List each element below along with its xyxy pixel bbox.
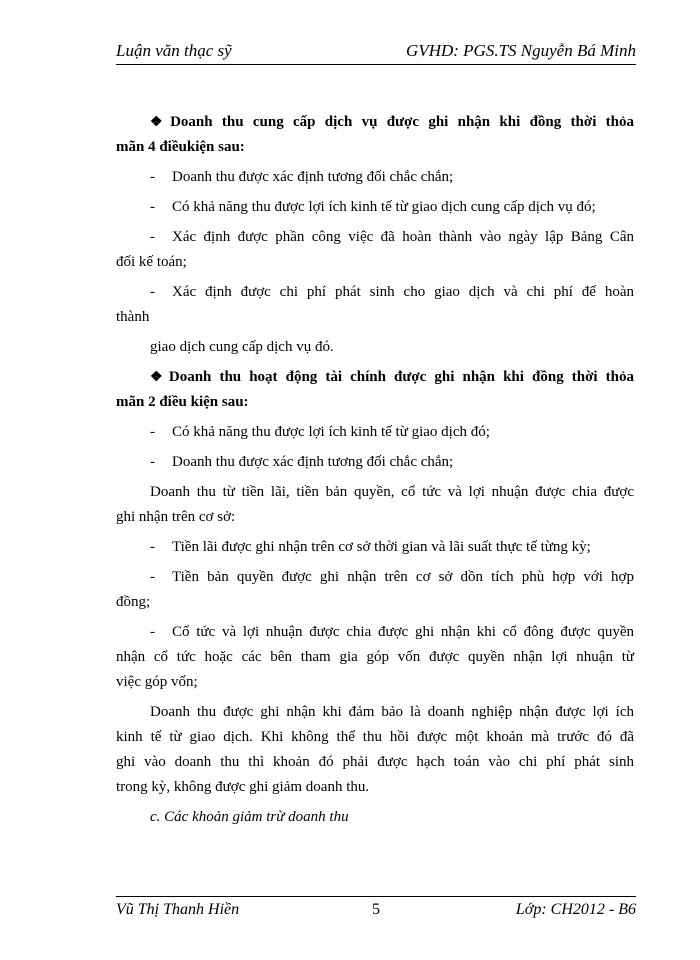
footer-author: Vũ Thị Thanh Hiền bbox=[116, 901, 240, 918]
section2-title-line2: mãn 2 điều kiện sau: bbox=[116, 394, 249, 410]
footer-class: Lớp: CH2012 - B6 bbox=[515, 901, 636, 918]
page-footer bbox=[116, 896, 636, 927]
paragraph-line: trong kỳ, không được ghi giảm doanh thu. bbox=[116, 779, 370, 795]
list-item: - Tiền bản quyền được ghi nhận trên cơ sở dồn tích phù hợp với hợp bbox=[150, 569, 634, 585]
paragraph-line: ghi vào doanh thu thì khoản đó phải được hạch toán vào chi phí phát sinh bbox=[116, 754, 634, 770]
section1-title-line2: mãn 4 điềukiện sau: bbox=[116, 139, 245, 155]
paragraph-line: Doanh thu được ghi nhận khi đảm bảo là doanh nghiệp nhận được lợi ích bbox=[150, 704, 634, 720]
list-item: - Doanh thu được xác định tương đối chắc chắn; bbox=[150, 169, 454, 185]
diamond-bullet-icon: ❖ bbox=[150, 115, 169, 130]
subsection-title: c. Các khoản giảm trừ doanh thu bbox=[150, 809, 349, 825]
page-number: 5 bbox=[372, 901, 380, 918]
paragraph-line: Doanh thu từ tiền lãi, tiền bản quyền, cổ tức và lợi nhuận được chia được bbox=[150, 484, 634, 500]
header-thesis-label: Luận văn thạc sỹ bbox=[116, 41, 232, 60]
list-item: - Cổ tức và lợi nhuận được chia được ghi nhận khi cổ đông được quyền bbox=[150, 624, 634, 640]
section1-title-line1: Doanh thu cung cấp dịch vụ được ghi nhận khi đồng thời thỏa bbox=[170, 114, 634, 130]
page-header bbox=[116, 38, 636, 65]
list-item-continuation: đối kế toán; bbox=[116, 254, 187, 270]
list-item-continuation: đồng; bbox=[116, 594, 151, 610]
list-item: - Có khả năng thu được lợi ích kinh tế từ giao dịch đó; bbox=[150, 424, 490, 440]
list-item: - Doanh thu được xác định tương đối chắc chắn; bbox=[150, 454, 454, 470]
list-item-continuation: thành bbox=[116, 309, 150, 325]
paragraph-line: kinh tế từ giao dịch. Khi không thể thu hồi được một khoản mà trước đó đã bbox=[116, 729, 634, 745]
section1-heading bbox=[116, 110, 634, 160]
list-item: - Xác định được chi phí phát sinh cho giao dịch và chi phí để hoàn bbox=[150, 284, 634, 300]
list-item: - Có khả năng thu được lợi ích kinh tế từ giao dịch cung cấp dịch vụ đó; bbox=[150, 199, 596, 215]
paragraph-line: ghi nhận trên cơ sở: bbox=[116, 509, 236, 525]
list-item-continuation: nhận cổ tức hoặc các bên tham gia góp vốn được quyền nhận lợi nhuận từ bbox=[116, 649, 634, 665]
list-item-continuation: giao dịch cung cấp dịch vụ đó. bbox=[150, 339, 334, 355]
document-body bbox=[116, 110, 634, 830]
header-advisor-label: GVHD: PGS.TS Nguyễn Bá Minh bbox=[406, 41, 636, 60]
list-item: - Tiền lãi được ghi nhận trên cơ sở thời gian và lãi suất thực tế từng kỳ; bbox=[150, 539, 591, 555]
list-item-continuation: việc góp vốn; bbox=[116, 674, 198, 690]
section2-heading bbox=[116, 365, 634, 415]
diamond-bullet-icon: ❖ bbox=[150, 370, 167, 385]
list-item: - Xác định được phần công việc đã hoàn thành vào ngày lập Bảng Cân bbox=[150, 229, 634, 245]
section2-title-line1: Doanh thu hoạt động tài chính được ghi nhận khi đồng thời thỏa bbox=[168, 369, 634, 385]
